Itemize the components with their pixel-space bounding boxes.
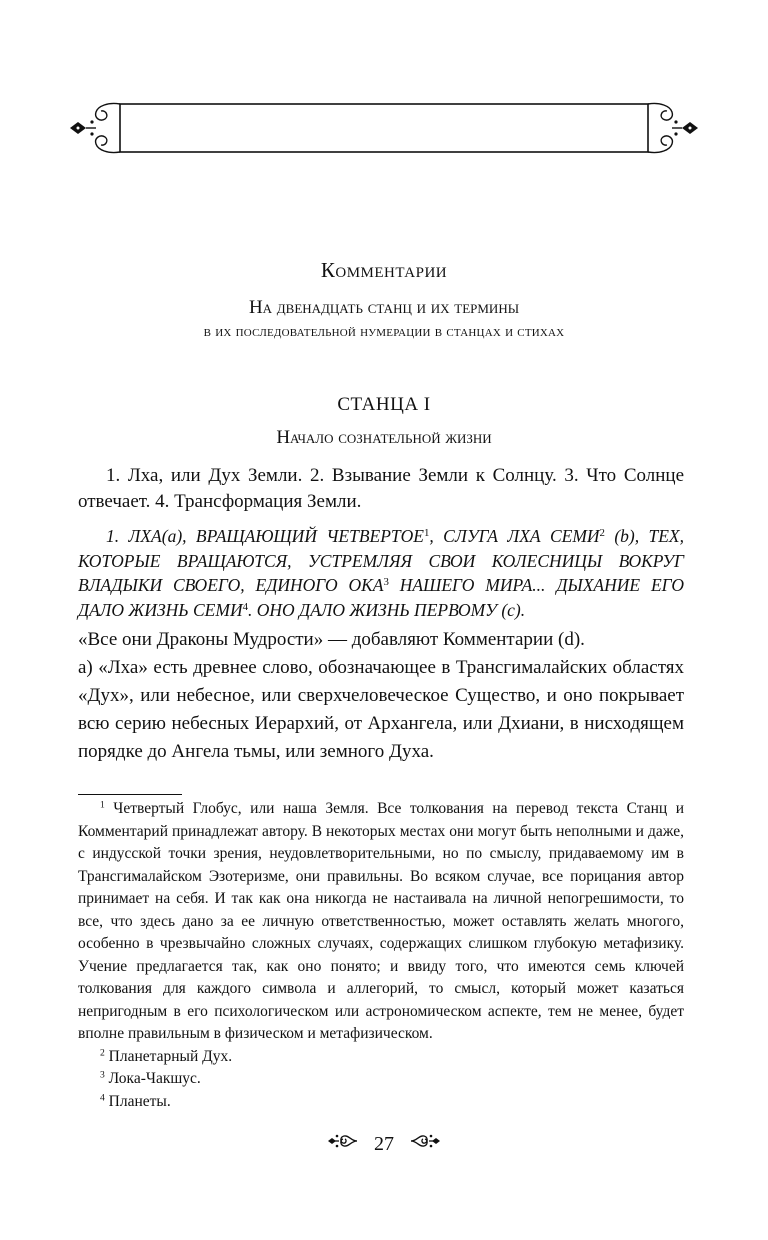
footnote-ref-2[interactable]: 2: [599, 527, 605, 540]
verse-paragraph: 1. ЛХА(a), ВРАЩАЮЩИЙ ЧЕТВЕРТОЕ$^1$, СЛУГА ЛХА СЕМИ$^2$ (b), ТЕХ, КОТОРЫЕ ВРАЩАЮТСЯ, УСТРЕМЛЯЯ СВОИ КОЛЕСНИЦЫ ВОКРУГ ВЛАДЫКИ СВОЕГО, ЕДИНОГО ОКА$^3$ НАШЕГО МИРА... ДЫХАНИЕ ЕГО ДАЛО ЖИЗНЬ СЕМИ$^4$. ОНО ДАЛО ЖИЗНЬ ПЕРВОМУ (c).: [78, 526, 684, 620]
footnote-separator: [78, 794, 182, 795]
body-paragraph-2: a) «Лха» есть древнее слово, обозначающее в Трансгималайских областях «Дух», или небесное, или сверхчеловеческое Существо, и оно покрывает всю серию небесных Иерархий, от Архангела, или Дхиани, в нисходящем порядке до Ангела тьмы, или земного Духа.: [78, 657, 684, 762]
header-ornament-frame: [68, 98, 700, 158]
section-title: Комментарии: [320, 258, 448, 282]
section-subtitle-line1: На двенадцать станц и их термины: [248, 297, 520, 318]
body-paragraph-1: «Все они Драконы Мудрости» — добавляют Комментарии (d).: [78, 629, 585, 650]
footnote-1: $^1$ Четвертый Глобус, или наша Земля. Все толкования на перевод текста Станц и Комментарий принадлежат автору. В некоторых местах они могут быть неполными и даже, с индусской точки зрения, неудовлетворительными, но по смыслу, придаваемому им в Трансгималайском Эзотеризме, они правильны. Во всяком случае, все порицания автор принимает на себя. И так как она никогда не настаивала на личной непогрешимости, то все, что здесь дано за ее личную ответственностью, может оставлять желать многого, особенно в чрезвычайно сложных случаях, содержащих слишком глубокую метафизику. Учение предлагается так, как оно понято; и ввиду того, что имеются семь ключей толкования для каждого символа и аллегорий, то смысл, который может казаться непригодным в его психологическом или астрономическом аспекте, тем не менее, будет вполне правильным в физическом и метафизическом.: [78, 799, 684, 1042]
footnotes: [78, 798, 684, 1113]
section-subtitle-line2: в их последовательной нумерации в станцах и стихах: [203, 323, 565, 340]
footnote-ref-3[interactable]: 3: [383, 576, 389, 589]
page-footer: [0, 1130, 768, 1158]
left-flourish-icon: [327, 1130, 359, 1158]
body-text: [78, 626, 684, 766]
footnote-3: $^3$ Лока-Чакшус.: [100, 1069, 201, 1087]
scroll-frame-ornament: [68, 98, 700, 158]
stanza-verse: [78, 524, 684, 622]
footnote-4: $^4$ Планеты.: [100, 1092, 171, 1110]
stanza-heading: СТАНЦА I: [337, 394, 431, 415]
footnote-2: $^2$ Планетарный Дух.: [100, 1047, 233, 1065]
right-flourish-icon: [409, 1130, 441, 1158]
stanza-title: Начало сознательной жизни: [276, 427, 492, 448]
footnote-ref-4[interactable]: 4: [242, 600, 249, 613]
footnote-ref-1[interactable]: 1: [423, 527, 430, 540]
stanza-summary: [78, 463, 684, 514]
summary-paragraph: 1. Лха, или Дух Земли. 2. Взывание Земли к Солнцу. 3. Что Солнце отвечает. 4. Трансформация Земли.: [78, 465, 684, 512]
page-number: 27: [374, 1132, 394, 1155]
